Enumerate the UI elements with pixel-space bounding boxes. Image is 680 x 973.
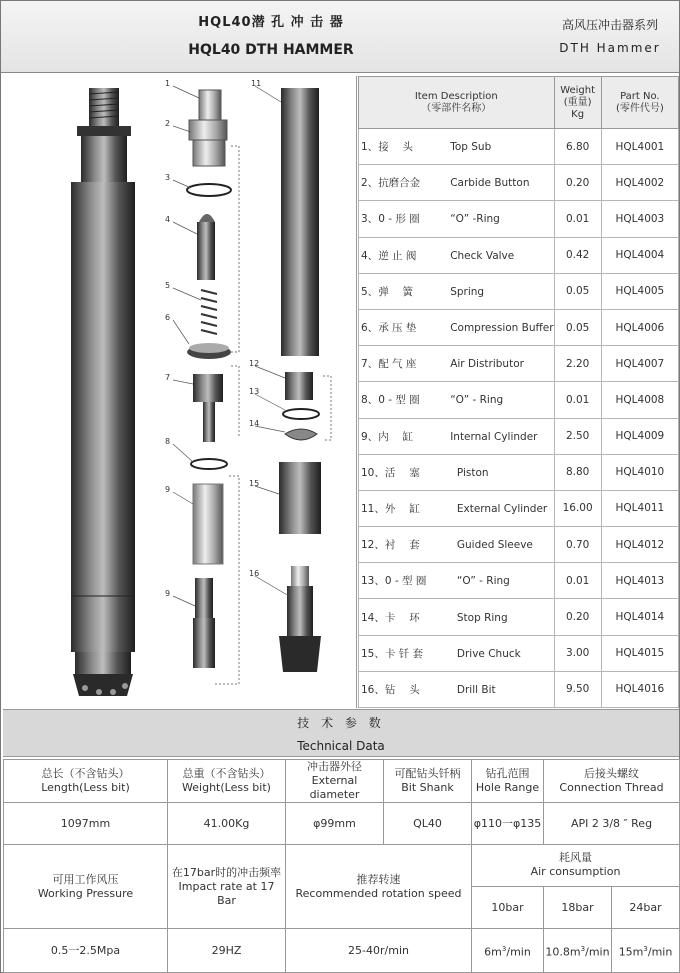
weight-value: 41.00Kg <box>168 803 286 845</box>
parts-row <box>359 309 679 345</box>
part-number: HQL4007 <box>601 346 678 382</box>
part-description: 9、内 缸 Internal Cylinder <box>359 418 555 454</box>
thread-header: 后接头螺纹 Connection Thread <box>544 760 680 803</box>
part-14-stop-ring <box>285 429 317 440</box>
part-3-oring <box>187 184 231 196</box>
length-header: 总长（不含钻头） Length(Less bit) <box>4 760 168 803</box>
assembled-hammer <box>71 88 135 696</box>
parts-row <box>359 382 679 418</box>
air-col-24bar: 24bar <box>629 901 662 914</box>
part-2-carbide <box>189 120 227 166</box>
part-weight: 0.05 <box>554 273 601 309</box>
part-description: 13、0 - 型 圈 “O” - Ring <box>359 563 555 599</box>
part-weight: 0.20 <box>554 599 601 635</box>
part-weight: 9.50 <box>554 671 601 707</box>
series-en: DTH Hammer <box>559 41 661 55</box>
part-description: 15、卡 钎 套 Drive Chuck <box>359 635 555 671</box>
part-number: HQL4006 <box>601 309 678 345</box>
length-value: 1097mm <box>4 803 168 845</box>
part-number: HQL4008 <box>601 382 678 418</box>
pressure-value: 0.5一2.5Mpa <box>4 929 168 973</box>
pressure-header: 可用工作风压 Working Pressure <box>4 845 168 929</box>
part-number: HQL4012 <box>601 527 678 563</box>
parts-row <box>359 129 679 165</box>
part-number: HQL4013 <box>601 563 678 599</box>
impact-header: 在17bar时的冲击频率 Impact rate at 17 Bar <box>168 845 286 929</box>
tech-heading-cn: 技 术 参 数 <box>297 716 385 730</box>
hole-value: φ110一φ135 <box>472 803 544 845</box>
parts-row <box>359 165 679 201</box>
callout-12: 12 <box>249 359 260 368</box>
part-number: HQL4004 <box>601 237 678 273</box>
part-16-drill-bit <box>279 566 321 672</box>
air-value-10bar: $6m^3/\min$ <box>472 929 544 973</box>
part-description: 14、卡 环 Stop Ring <box>359 599 555 635</box>
callout-9: 9 <box>165 485 171 494</box>
part-15-drive-chuck <box>279 462 321 534</box>
part-5-spring <box>201 290 217 334</box>
part-number: HQL4016 <box>601 671 678 707</box>
callout-5: 5 <box>165 281 171 290</box>
part-weight: 16.00 <box>554 490 601 526</box>
part-number: HQL4011 <box>601 490 678 526</box>
hammer-drawing-svg <box>3 76 357 708</box>
part-weight: 0.05 <box>554 309 601 345</box>
callout-8: 8 <box>165 437 171 446</box>
part-12-guided-sleeve <box>285 372 313 400</box>
part-description: 2、抗磨合金 Carbide Button <box>359 165 555 201</box>
part-4-check-valve <box>197 214 215 280</box>
part-11-external-cylinder <box>281 88 319 356</box>
parts-row <box>359 671 679 707</box>
callout-7: 7 <box>165 373 171 382</box>
tech-table <box>3 759 679 973</box>
callout-6: 6 <box>165 313 171 322</box>
shank-value: QL40 <box>384 803 472 845</box>
callout-9b: 9 <box>165 589 171 598</box>
air-col-18bar: 18bar <box>544 887 612 928</box>
parts-row <box>359 346 679 382</box>
part-number: HQL4009 <box>601 418 678 454</box>
part-1-top-sub <box>199 90 221 120</box>
air-col-10bar: 10bar <box>472 887 544 928</box>
part-description: 10、活 塞 Piston <box>359 454 555 490</box>
air-value-24bar: $15m^3/\min$ <box>612 929 680 973</box>
part-number: HQL4005 <box>601 273 678 309</box>
part-7-distributor <box>193 374 223 442</box>
part-description: 11、外 缸 External Cylinder <box>359 490 555 526</box>
part-number: HQL4014 <box>601 599 678 635</box>
part-description: 4、逆 止 阀 Check Valve <box>359 237 555 273</box>
col-weight: Weight (重量) Kg <box>554 77 601 129</box>
speed-header: 推荐转速 Recommended rotation speed <box>286 845 472 929</box>
impact-value: 29HZ <box>168 929 286 973</box>
part-description: 8、0 - 型 圈 “O” - Ring <box>359 382 555 418</box>
callout-leaders <box>173 86 289 606</box>
air-header: 耗风量 Air consumption 10bar 18bar 24bar <box>472 845 680 929</box>
parts-row <box>359 563 679 599</box>
tech-heading-en: Technical Data <box>297 739 385 753</box>
parts-row <box>359 490 679 526</box>
parts-row <box>359 418 679 454</box>
part-6-buffer <box>187 343 231 359</box>
part-weight: 0.01 <box>554 201 601 237</box>
part-description: 6、承 压 垫 Compression Buffer <box>359 309 555 345</box>
part-description: 12、衬 套 Guided Sleeve <box>359 527 555 563</box>
callout-1: 1 <box>165 79 171 88</box>
part-weight: 0.20 <box>554 165 601 201</box>
part-weight: 8.80 <box>554 454 601 490</box>
part-9-internal-cylinder <box>193 484 223 564</box>
callout-4: 4 <box>165 215 171 224</box>
parts-row <box>359 273 679 309</box>
part-weight: 2.50 <box>554 418 601 454</box>
part-8-oring <box>191 459 227 469</box>
part-weight: 0.70 <box>554 527 601 563</box>
exploded-diagram <box>3 76 357 708</box>
col-part-no: Part No. (零件代号) <box>601 77 678 129</box>
part-number: HQL4002 <box>601 165 678 201</box>
diameter-header: 冲击器外径 External diameter <box>286 760 384 803</box>
parts-row <box>359 599 679 635</box>
col-description: Item Description （零部件名称） <box>359 77 555 129</box>
title-cn: HQL40潜 孔 冲 击 器 <box>198 15 344 30</box>
callout-16: 16 <box>249 569 260 578</box>
part-description: 16、钻 头 Drill Bit <box>359 671 555 707</box>
part-number: HQL4015 <box>601 635 678 671</box>
part-number: HQL4003 <box>601 201 678 237</box>
parts-table-body <box>359 129 679 708</box>
tech-heading <box>3 709 679 757</box>
header <box>1 1 679 73</box>
callout-11: 11 <box>251 79 262 88</box>
part-description: 3、0 - 形 圈 “O” -Ring <box>359 201 555 237</box>
diameter-value: φ99mm <box>286 803 384 845</box>
part-number: HQL4010 <box>601 454 678 490</box>
parts-row <box>359 237 679 273</box>
part-weight: 0.01 <box>554 563 601 599</box>
parts-table <box>358 76 679 708</box>
callout-3: 3 <box>165 173 171 182</box>
part-weight: 2.20 <box>554 346 601 382</box>
title-en: HQL40 DTH HAMMER <box>188 42 354 58</box>
parts-row <box>359 201 679 237</box>
series-cn: 高风压冲击器系列 <box>561 18 658 32</box>
part-weight: 0.01 <box>554 382 601 418</box>
hole-header: 钻孔范围 Hole Range <box>472 760 544 803</box>
thread-value: API 2 3/8 ″ Reg <box>544 803 680 845</box>
part-description: 7、配 气 座 Air Distributor <box>359 346 555 382</box>
parts-row <box>359 527 679 563</box>
part-number: HQL4001 <box>601 129 678 165</box>
parts-column-1 <box>187 90 231 668</box>
part-13-oring <box>283 409 319 419</box>
part-weight: 0.42 <box>554 237 601 273</box>
speed-value: 25-40r/min <box>286 929 472 973</box>
part-10-piston <box>193 578 215 668</box>
callout-13: 13 <box>249 387 260 396</box>
air-value-18bar: $10.8m^3/\min$ <box>544 929 612 973</box>
part-weight: 3.00 <box>554 635 601 671</box>
part-weight: 6.80 <box>554 129 601 165</box>
parts-row <box>359 454 679 490</box>
callout-2: 2 <box>165 119 171 128</box>
part-description: 5、弹 簧 Spring <box>359 273 555 309</box>
weight-header: 总重（不含钻头） Weight(Less bit) <box>168 760 286 803</box>
callout-14: 14 <box>249 419 260 428</box>
parts-row <box>359 635 679 671</box>
shank-header: 可配钻头钎柄 Bit Shank <box>384 760 472 803</box>
callout-15: 15 <box>249 479 260 488</box>
parts-column-2 <box>279 88 321 672</box>
part-description: 1、接 头 Top Sub <box>359 129 555 165</box>
